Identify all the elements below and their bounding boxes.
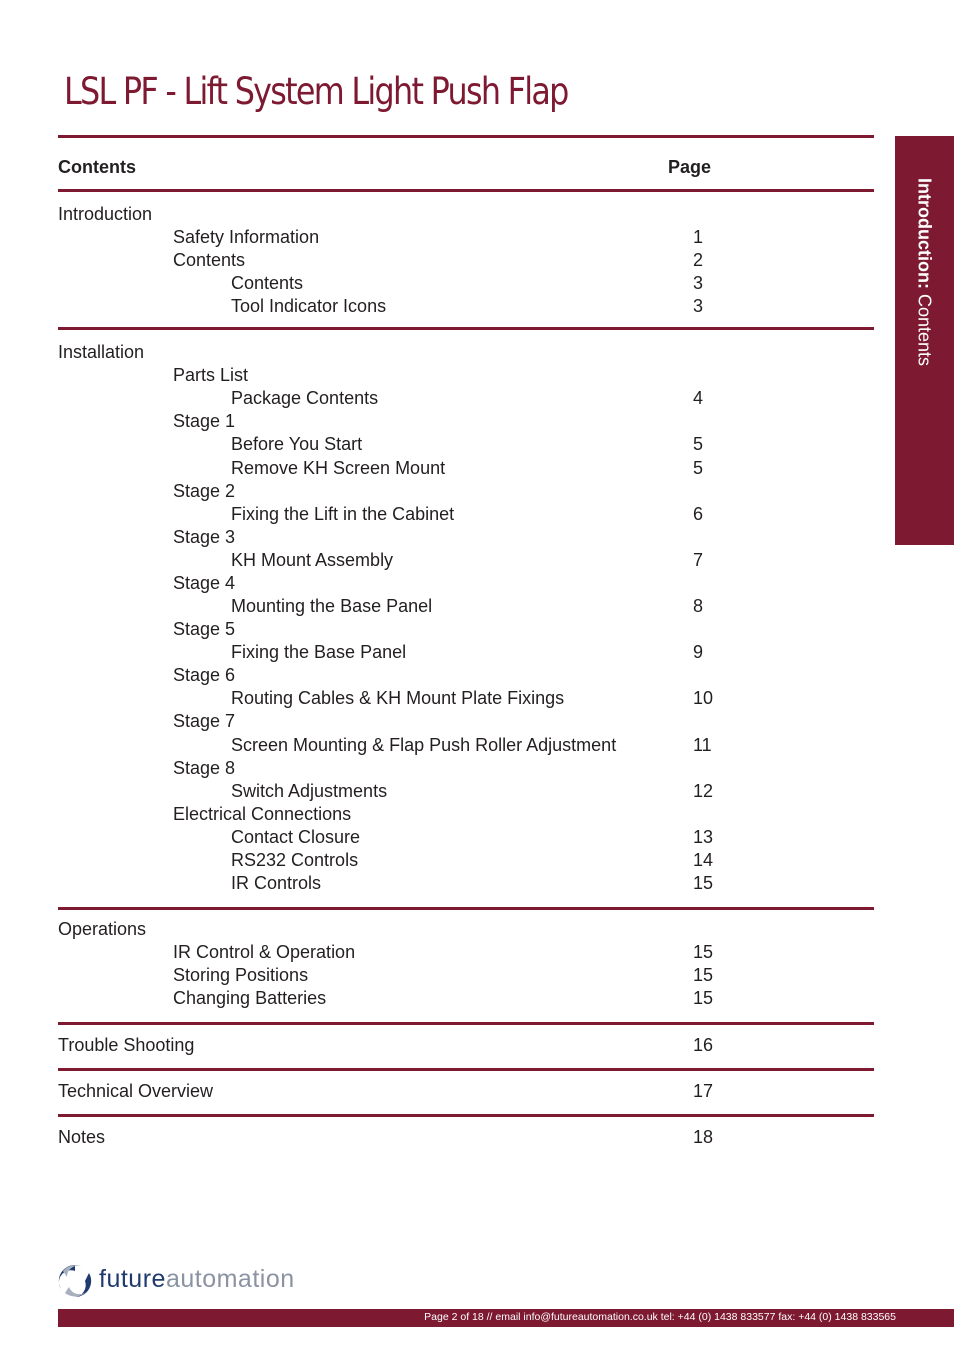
toc-entry[interactable] [0, 641, 874, 664]
toc-page: 3 [693, 296, 704, 316]
toc-entry[interactable] [0, 549, 874, 572]
document-title: LSL PF - Lift System Light Push Flap [64, 70, 568, 113]
toc-entry[interactable] [0, 780, 874, 803]
toc-section-introduction[interactable] [0, 203, 874, 226]
toc-entry[interactable] [0, 480, 874, 503]
toc-page: 5 [693, 434, 704, 454]
toc-entry[interactable] [0, 872, 874, 895]
toc-label: Remove KH Screen Mount [231, 458, 446, 478]
toc-entry[interactable] [0, 849, 874, 872]
toc-section-operations[interactable] [0, 918, 874, 941]
toc-label: Tool Indicator Icons [231, 296, 387, 316]
toc-entry[interactable] [0, 526, 874, 549]
toc-page: 11 [693, 735, 712, 755]
toc-page: 1 [693, 227, 704, 247]
swirl-logo-icon [57, 1263, 93, 1299]
toc-entry[interactable] [0, 249, 874, 272]
toc-entry[interactable] [0, 457, 874, 480]
toc-page: 15 [693, 965, 714, 985]
divider-technical-overview [58, 1114, 874, 1117]
toc-page: 14 [693, 850, 714, 870]
toc-label: Stage 3 [173, 527, 236, 547]
toc-label: RS232 Controls [231, 850, 359, 870]
toc-label: IR Controls [231, 873, 322, 893]
toc-entry[interactable] [0, 803, 874, 826]
toc-label: Fixing the Base Panel [231, 642, 407, 662]
toc-label: Safety Information [173, 227, 320, 247]
contents-column-header: Contents [58, 157, 136, 177]
toc-page: 6 [693, 504, 704, 524]
toc-label: Introduction [58, 204, 153, 224]
logo-wordmark-future: future [99, 1265, 166, 1293]
logo-wordmark [99, 1265, 295, 1294]
toc-page: 15 [693, 988, 714, 1008]
toc-section-notes[interactable] [0, 1126, 874, 1149]
toc-entry[interactable] [0, 734, 874, 757]
toc-label: Screen Mounting & Flap Push Roller Adjustment [231, 735, 617, 755]
toc-label: Contents [231, 273, 304, 293]
section-side-tab [895, 136, 954, 545]
toc-label: Switch Adjustments [231, 781, 388, 801]
toc-label: Changing Batteries [173, 988, 327, 1008]
toc-entry[interactable] [0, 757, 874, 780]
toc-page: 3 [693, 273, 704, 293]
divider-header [58, 189, 874, 192]
toc-label: KH Mount Assembly [231, 550, 394, 570]
toc-entry[interactable] [0, 710, 874, 733]
toc-label: Stage 4 [173, 573, 236, 593]
side-tab-label [914, 178, 935, 366]
page-column-header: Page [668, 157, 712, 177]
toc-entry[interactable] [0, 433, 874, 456]
toc-entry[interactable] [0, 410, 874, 433]
toc-label: Mounting the Base Panel [231, 596, 433, 616]
toc-label: Storing Positions [173, 965, 309, 985]
toc-page: 9 [693, 642, 704, 662]
toc-page: 12 [693, 781, 714, 801]
toc-label: Notes [58, 1127, 106, 1147]
logo-wordmark-automation: automation [165, 1265, 295, 1293]
toc-label: Package Contents [231, 388, 379, 408]
toc-entry[interactable] [0, 987, 874, 1010]
footer-bar [58, 1309, 954, 1327]
toc-entry[interactable] [0, 364, 874, 387]
toc-label: Stage 8 [173, 758, 236, 778]
toc-page: 5 [693, 458, 704, 478]
toc-entry[interactable] [0, 595, 874, 618]
toc-entry[interactable] [0, 387, 874, 410]
toc-entry[interactable] [0, 687, 874, 710]
toc-page: 15 [693, 873, 714, 893]
toc-page: 18 [693, 1127, 714, 1147]
side-tab-subsection: Contents [914, 294, 935, 367]
toc-entry[interactable] [0, 618, 874, 641]
toc-section-installation[interactable] [0, 341, 874, 364]
toc-page: 15 [693, 942, 714, 962]
toc-entry[interactable] [0, 272, 874, 295]
toc-entry[interactable] [0, 226, 874, 249]
divider-installation [58, 907, 874, 910]
toc-page: 17 [693, 1081, 714, 1101]
toc-entry[interactable] [0, 503, 874, 526]
toc-label: IR Control & Operation [173, 942, 356, 962]
toc-label: Electrical Connections [173, 804, 352, 824]
toc-page: 13 [693, 827, 714, 847]
toc-label: Stage 2 [173, 481, 236, 501]
toc-label: Trouble Shooting [58, 1035, 195, 1055]
toc-page: 8 [693, 596, 704, 616]
toc-label: Operations [58, 919, 147, 939]
toc-label: Contents [173, 250, 246, 270]
footer-contact-text: Page 2 of 18 // email info@futureautomation.co.uk tel: +44 (0) 1438 833577 fax: +44 (0) 1438 833565 [424, 1311, 896, 1323]
toc-page: 16 [693, 1035, 714, 1055]
toc-label: Fixing the Lift in the Cabinet [231, 504, 455, 524]
divider-operations [58, 1022, 874, 1025]
toc-section-technical-overview[interactable] [0, 1080, 874, 1103]
toc-entry[interactable] [0, 664, 874, 687]
toc-label: Routing Cables & KH Mount Plate Fixings [231, 688, 565, 708]
divider-top [58, 135, 874, 138]
divider-introduction [58, 327, 874, 330]
toc-label: Stage 6 [173, 665, 236, 685]
toc-entry[interactable] [0, 295, 874, 318]
divider-trouble-shooting [58, 1068, 874, 1071]
toc-label: Technical Overview [58, 1081, 214, 1101]
toc-entry[interactable] [0, 826, 874, 849]
toc-label: Stage 7 [173, 711, 236, 731]
toc-label: Installation [58, 342, 145, 362]
toc-page: 2 [693, 250, 704, 270]
toc-label: Parts List [173, 365, 249, 385]
toc-label: Stage 5 [173, 619, 236, 639]
toc-label: Stage 1 [173, 411, 236, 431]
toc-section-trouble-shooting[interactable] [0, 1034, 874, 1057]
toc-label: Before You Start [231, 434, 363, 454]
future-automation-logo [57, 1263, 307, 1299]
toc-entry[interactable] [0, 941, 874, 964]
toc-label: Contact Closure [231, 827, 361, 847]
toc-page: 10 [693, 688, 714, 708]
side-tab-section: Introduction: [914, 178, 935, 289]
toc-entry[interactable] [0, 964, 874, 987]
toc-entry[interactable] [0, 572, 874, 595]
toc-page: 4 [693, 388, 704, 408]
toc-page: 7 [693, 550, 704, 570]
